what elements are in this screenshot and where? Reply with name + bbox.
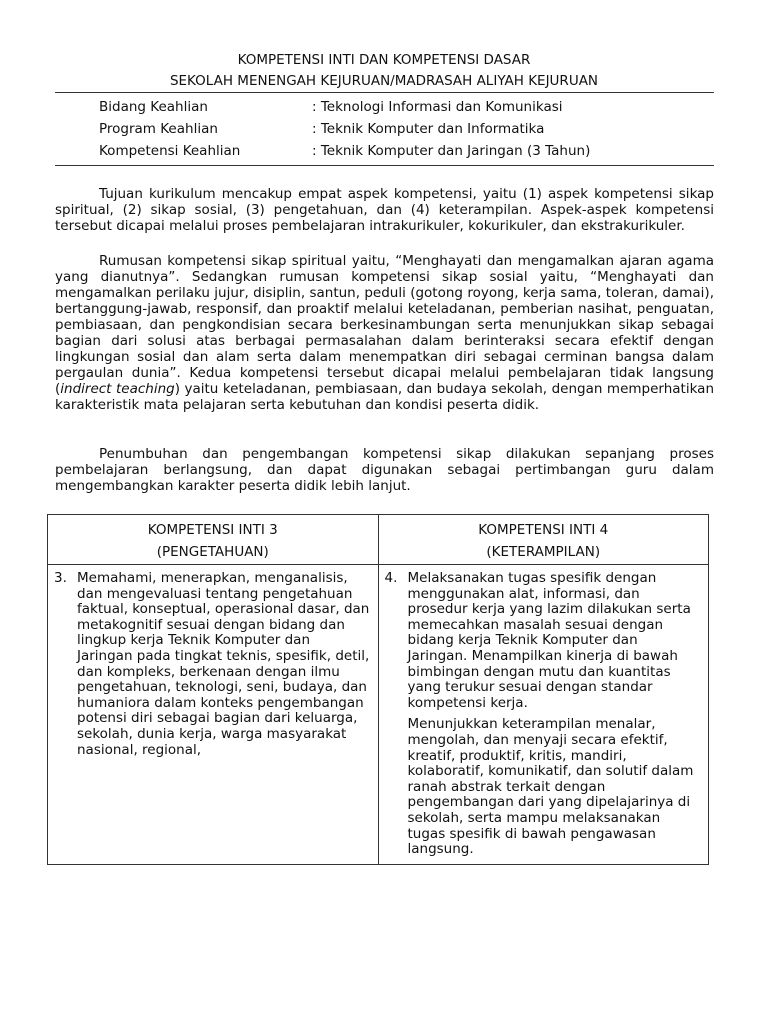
header-title: KOMPETENSI INTI 3	[147, 522, 278, 538]
info-value: : Teknik Komputer dan Jaringan (3 Tahun)	[312, 143, 591, 159]
info-block	[99, 96, 699, 162]
document-subtitle: SEKOLAH MENENGAH KEJURUAN/MADRASAH ALIYAH KEJURUAN	[169, 73, 599, 89]
cell-ki3	[48, 565, 379, 865]
paragraph-text-part: Rumusan kompetensi sikap spiritual yaitu, “Menghayati dan mengamalkan ajaran agama yang dianutnya”. Sedangkan rumusan kompetensi sikap sosial yaitu, “Menghayati dan mengamalkan perilaku jujur, disiplin, santun, peduli (gotong royong, kerja sama, toleran, damai), bertanggung-jawab, responsif, dan proaktif melalui keteladanan, pemberian nasihat, penguatan, pembiasaan, dan pengkondisian secara berkesinambungan serta menunjukkan sikap sebagai bagian dari solusi atas berbagai permasalahan dalam berinteraksi secara efektif dengan lingkungan sosial dan alam serta dalam menempatkan diri sebagai cerminan bangsa dalam pergaulan dunia”. Kedua kompetensi tersebut dicapai melalui pembelajaran tidak langsung (	[55, 253, 714, 397]
header-subtitle: (KETERAMPILAN)	[486, 544, 601, 560]
paragraph-tujuan	[55, 186, 714, 234]
cell-ki4	[378, 565, 709, 865]
item-text	[77, 571, 370, 764]
info-value: : Teknologi Informasi dan Komunikasi	[312, 99, 563, 115]
item-number: 4.	[384, 570, 398, 586]
paragraph-text: Tujuan kurikulum mencakup empat aspek kompetensi, yaitu (1) aspek kompetensi sikap spiritual, (2) sikap sosial, (3) pengetahuan, dan (4) keterampilan. Aspek-aspek kompetensi tersebut dicapai melalui proses pembelajaran intrakurikuler, kokurikuler, dan ekstrakurikuler.	[55, 186, 714, 234]
table-header-row	[48, 515, 709, 565]
list-item	[54, 571, 370, 764]
info-label: Program Keahlian	[99, 121, 218, 137]
item-paragraph: Memahami, menerapkan, menganalisis, dan mengevaluasi tentang pengetahuan faktual, konseptual, operasional dasar, dan metakognitif sesuai dengan bidang dan lingkup kerja Teknik Komputer dan Jaringan pada tingkat teknis, spesifik, detil, dan kompleks, berkenaan dengan ilmu pengetahuan, teknologi, seni, budaya, dan humaniora dalam konteks pengembangan potensi diri sebagai bagian dari keluarga, sekolah, dunia kerja, warga masyarakat nasional, regional,	[77, 570, 370, 758]
paragraph-text	[55, 253, 714, 413]
header-subtitle: (PENGETAHUAN)	[156, 544, 269, 560]
item-paragraph: Menunjukkan keterampilan menalar, mengolah, dan menyaji secara efektif, kreatif, produktif, kritis, mandiri, kolaboratif, komunikatif, dan solutif dalam ranah abstrak terkait dengan pengembangan dari yang dipelajarinya di sekolah, serta mampu melaksanakan tugas spesifik di bawah pengawasan langsung.	[407, 716, 694, 858]
item-number: 3.	[54, 570, 67, 586]
item-paragraph: Melaksanakan tugas spesifik dengan menggunakan alat, informasi, dan prosedur kerja yang lazim dilakukan serta memecahkan masalah sesuai dengan bidang kerja Teknik Komputer dan Jaringan. Menampilkan kinerja di bawah bimbingan dengan mutu dan kuantitas yang terukur sesuai dengan standar kompetensi kerja.	[407, 570, 691, 711]
info-value: : Teknik Komputer dan Informatika	[312, 121, 545, 137]
paragraph-text-part: ) yaitu keteladanan, pembiasaan, dan budaya sekolah, dengan memperhatikan karakteristik mata pelajaran serta kebutuhan dan kondisi peserta didik.	[55, 381, 714, 413]
italic-term: indirect teaching	[60, 381, 175, 397]
paragraph-penumbuhan	[55, 446, 714, 494]
info-label: Kompetensi Keahlian	[99, 143, 241, 159]
document-title: KOMPETENSI INTI DAN KOMPETENSI DASAR	[237, 52, 531, 68]
header-title: KOMPETENSI INTI 4	[478, 522, 609, 538]
paragraph-text: Penumbuhan dan pengembangan kompetensi sikap dilakukan sepanjang proses pembelajaran berlangsung, dan dapat digunakan sebagai pertimbangan guru dalam mengembangkan karakter peserta didik lebih lanjut.	[55, 446, 714, 494]
paragraph-rumusan	[55, 253, 714, 413]
kompetensi-table	[47, 514, 709, 865]
info-row-kompetensi	[99, 140, 699, 162]
header-cell-ki4	[378, 515, 709, 565]
list-item	[385, 571, 701, 864]
item-text	[408, 571, 701, 864]
top-divider	[55, 92, 714, 93]
header-cell-ki3	[48, 515, 379, 565]
table-row	[48, 565, 709, 865]
info-row-program	[99, 118, 699, 140]
info-label: Bidang Keahlian	[99, 99, 208, 115]
info-row-bidang	[99, 96, 699, 118]
bottom-divider	[55, 165, 714, 166]
